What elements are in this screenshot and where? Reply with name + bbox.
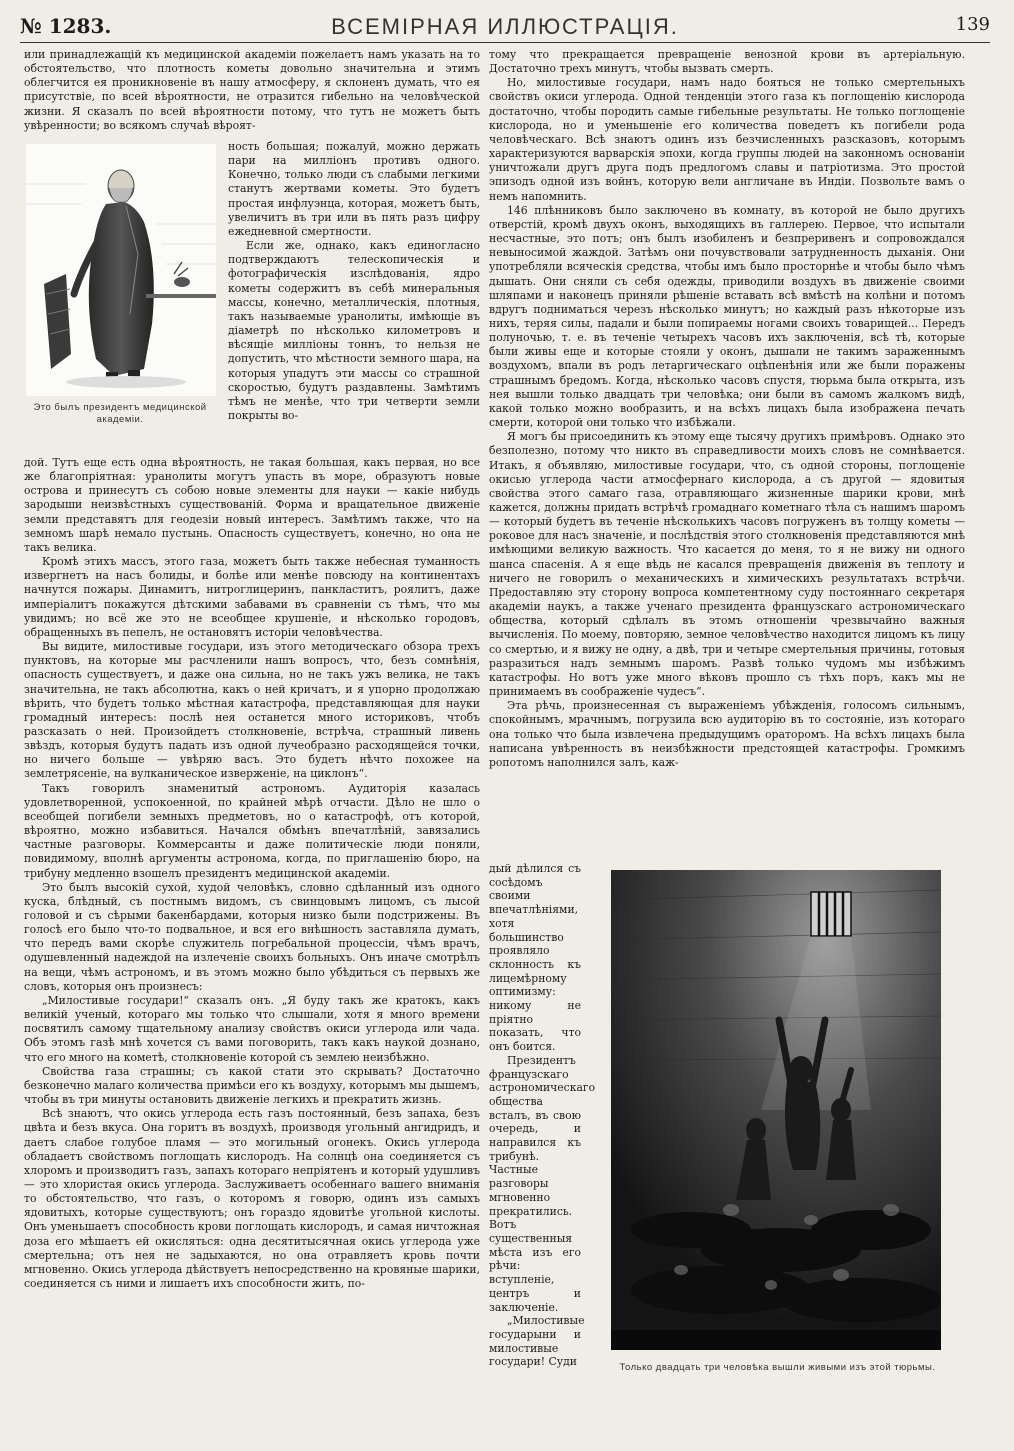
paragraph: „Милостивые государи!“ сказалъ онъ. „Я буду такъ же кратокъ, какъ великій ученый, котораго мы только что слышали, хотя я много времени посвятилъ самому тщательному анализу свойствъ окиси углерода или чада. Объ этомъ газѣ мнѣ хочется съ вами поговорить, такъ какъ наукой дознано, что его много на кометѣ, столкновеніе которой съ землею неизбѣжно. <box>24 993 480 1064</box>
paragraph: Но, милостивые государи, намъ надо бояться не только смертельныхъ свойствъ окиси углерода. Одной тенденціи этого газа къ поглощенію кислорода достаточно, чтобы породить самые гибельные результаты. Не только поглощеніе кислорода, но и уменьшеніе его количества поведетъ къ погибели рода человѣческаго. Всѣ знаютъ одинъ изъ безчисленныхъ разсказовъ, которымъ характеризуются варварскія эпохи, когда группы людей на законномъ основаніи уничтожали другъ друга подъ предлогомъ славы и патріотизма. Это простой эпизодъ одной изъ войнъ, которую вели англичане въ Индіи. Позвольте вамъ о немъ напомнить. <box>489 76 965 203</box>
prison-caption: Только двадцать три человѣка вышли живыми изъ этой тюрьмы. <box>619 1362 936 1373</box>
paragraph: Такъ говорилъ знаменитый астрономъ. Аудиторія казалась удовлетворенной, успокоенной, по крайней мѣрѣ отчасти. Дѣло не шло о всеобщей погибели земныхъ предметовъ, но о катастрофѣ, отъ которой, вѣроятно, можно избавиться. Начался обмѣнъ впечатлѣній, завязались частные разговоры. Коммерсанты и даже политическіе люди поняли, повидимому, вполнѣ аргументы астронома, когда, по приглашенію бюро, на трибуну медленно взошелъ президентъ медицинской академіи. <box>24 781 480 880</box>
page-number: 139 <box>955 14 990 35</box>
journal-title: ВСЕМІРНАЯ ИЛЛЮСТРАЦІЯ. <box>331 14 679 39</box>
paragraph: Эта рѣчь, произнесенная съ выраженіемъ убѣжденія, голосомъ сильнымъ, спокойнымъ, мрачнымъ, погрузила всю аудиторію въ то состояніе, изъ котораго она только что была извлечена предыдущимъ ораторомъ. На всѣхъ лицахъ была написана увѣренность въ неизбѣжности предстоящей катастрофы. Громкимъ ропотомъ наполнился залъ, каж- <box>489 699 965 769</box>
paragraph: Всѣ знаютъ, что окись углерода есть газъ постоянный, безъ запаха, безъ цвѣта и безъ вкуса. Она горитъ въ воздухѣ, производя угольный ангидридъ, и даетъ слабое голубое пламя — это могильный огонекъ. Окись углерода обладаетъ свойствомъ поглощать кислородъ. На солнцѣ она соединяется съ хлоромъ и производитъ газъ, запахъ котораго непріятенъ и который удушливъ — это хлористая окись углерода. Заслуживаетъ особеннаго вашего вниманія то обстоятельство, что газъ, о которомъ я говорю, одинъ изъ самыхъ ядовитыхъ, которые существуютъ; онъ гораздо ядовитѣе угольной кислоты. Онъ уменьшаетъ способность крови поглощать кислородъ, и самая ничтожная доза его мѣшаетъ ей окисляться: одна десятитысячная окись углерода уже смертельна; отъ нея не задыхаются, но она отравляетъ кровь почти мгновенно. Окись углерода дѣйствуетъ непосредственно на кровяные шарики, соединяется съ ними и лишаетъ ихъ способности жить, по- <box>24 1107 480 1291</box>
paragraph: Президентъ французскаго астрономическаго общества всталъ, въ свою очередь, и направился къ трибунѣ. Частные разговоры мгновенно прекратились. Вотъ существенныя мѣста изъ его рѣчи: вступленіе, центръ и заключеніе. <box>489 1053 596 1314</box>
paragraph: Кромѣ этихъ массъ, этого газа, можетъ быть также небесная туманность извергнетъ на насъ болиды, и болѣе или менѣе повсюду на континентахъ начнутся пожары. Динамитъ, нитроглицеринъ, панкластитъ, роялитъ, даже имперіалитъ покажутся дѣтскими забавами въ сравненіи съ тѣмъ, что мы увидимъ; но всё же это не всеобщее крушеніе, и нѣсколько городовъ, обращенныхъ въ пепелъ, не остановятъ исторіи человѣчества. <box>24 555 480 639</box>
portrait-figure-icon <box>26 144 216 396</box>
paragraph: тому что прекращается превращеніе венозной крови въ артеріальную. Достаточно трехъ минутъ, чтобы вызвать смерть. <box>489 48 965 76</box>
prison-scene-icon <box>611 870 941 1350</box>
paragraph: дой. Тутъ еще есть одна вѣроятность, не такая большая, какъ первая, но все же благопріятная: уранолиты могутъ упасть въ море, образуютъ новые острова и принесутъ съ собою новые элементы для науки — какіе нибудь зародыши неизвѣстныхъ существованій. Форма и вращательное движеніе земли представятъ для геодезіи новый интересъ. Замѣтимъ также, что на земномъ шарѣ немало пустынь. Опасность существуетъ, конечно, но она не такъ велика. <box>24 456 480 554</box>
left-main-text <box>24 456 480 1291</box>
issue-number: № 1283. <box>20 14 112 38</box>
portrait-illustration <box>26 144 216 396</box>
paragraph: Если же, однако, какъ единогласно подтверждаютъ телескопическія и фотографическія изслѣдованія, ядро кометы содержитъ въ себѣ минеральныя массы, конечно, металлическія, плотныя, такъ называемые уранолиты, имѣющіе въ діаметрѣ по нѣсколько километровъ и вѣсящіе милліоны тоннъ, то нельзя не допустить, что мѣстности земного шара, на которыя упадутъ эти массы со страшной скоростью, будутъ раздавлены. Замѣтимъ тѣмъ не менѣе, что три четверти земли покрыты во- <box>228 239 480 422</box>
page-header <box>20 10 990 43</box>
paragraph: ность большая; пожалуй, можно держать пари на милліонъ противъ одного. Конечно, только люди съ слабыми легкими станутъ жертвами кометы. Это будетъ простая инфлуэнца, которая, можетъ быть, увеличитъ въ три или въ пять разъ цифру ежедневной смертности. <box>228 140 480 238</box>
paragraph: Я могъ бы присоединить къ этому еще тысячу другихъ примѣровъ. Однако это безполезно, потому что никто въ справедливости моихъ словъ не сомнѣвается. Итакъ, я объявляю, милостивые государи, что, съ одной стороны, поглощеніе окисью углерода части атмосфернаго кислорода, а съ другой — ядовитыя свойства этого самаго газа, отравляющаго жизненные шарики крови, мнѣ кажется, должны придать встрѣчѣ громаднаго кометнаго тѣла съ нашимъ шаромъ — который будетъ въ теченіе нѣсколькихъ часовъ погруженъ въ толщу кометы — роковое для насъ значеніе, и послѣдствія этого столкновенія представляются мнѣ имѣющими великую важность. Что касается до меня, то я не вижу ни одного шанса спасенія. А я еще вѣдь не касался превращенія движенія въ теплоту и ничего не говорилъ о механическихъ и химическихъ результатахъ встрѣчи. Предоставляю эту сторону вопроса компетентному суду постояннаго секретаря академіи наукъ, а также ученаго президента французскаго астрономическаго общества, который сдѣлалъ въ этомъ отношеніи чрезвычайно важныя вычисленія. По моему, повторяю, земное человѣчество находится лицомъ къ лицу со смертью, и я вижу не одну, а двѣ, три и четыре смертельныя причины, готовыя разразиться надъ земнымъ шаромъ. Развѣ только чудомъ мы избѣжимъ катастрофы. Но вотъ уже много вѣковъ прошло съ тѣхъ поръ, какъ мы не принимаемъ въ соображеніе чудесъ“. <box>489 430 965 699</box>
left-top-text <box>24 48 480 133</box>
paragraph: Это былъ высокій сухой, худой человѣкъ, словно сдѣланный изъ одного куска, блѣдный, съ постнымъ видомъ, съ свинцовымъ лицомъ, съ лысой головой и съ сѣрыми бакенбардами, которыя низко были подстрижены. Въ голосѣ его было что-то подвальное, и вся его внѣшность заставляла думать, что передъ вами скорѣе служитель погребальной процессіи, чѣмъ врачъ, одушевленный надеждой на излеченіе своихъ больныхъ. Онъ иначе смотрѣлъ на вещи, чѣмъ астрономъ, и въ этомъ можно было убѣдиться съ первыхъ же словъ, которыя онъ произнесъ: <box>24 880 480 993</box>
paragraph: Свойства газа страшны; съ какой стати это скрывать? Достаточно безконечно малаго количества примѣси его къ воздуху, которымъ мы дышемъ, чтобы въ три минуты остановить движеніе легкихъ и прекратить жизнь. <box>24 1064 480 1107</box>
portrait-caption: Это былъ президентъ медицинской академіи. <box>33 402 207 425</box>
paragraph: „Милостивые государыни и милостивые государи! Суди <box>489 1314 585 1369</box>
prison-illustration <box>611 870 941 1350</box>
right-main-text <box>489 48 965 770</box>
paragraph: 146 плѣнниковъ было заключено въ комнату, въ которой не было другихъ отверстій, кромѣ двухъ оконъ, выходящихъ въ галлерею. Первое, что испытали несчастные, это потъ; онъ былъ изобиленъ и безпреривенъ и сопровождался невыносимой жаждой. Затѣмъ они почувствовали затрудненность дыханія. Они употребляли всяческія средства, чтобы имъ было просторнѣе и чтобы было чѣмъ дышать. Они сняли съ себя одежды, приводили воздухъ въ движеніе своими шляпами и наконецъ приняли рѣшеніе вставать всѣ вмѣстѣ на колѣни и потомъ вдругъ подниматься черезъ нѣсколько минутъ; но каждый разъ нѣкоторые изъ нихъ, теряя силы, падали и были попираемы ногами своихъ товарищей... Передъ полуночью, т. е. въ теченіе четырехъ часовъ ихъ заключенія, всѣ тѣ, которые были живы еще и которые стояли у оконъ, дышали не такимъ зараженнымъ воздухомъ, впали въ родъ летаргическаго оцѣпенѣнія или же были поражены страшнымъ бредомъ. Когда, нѣсколько часовъ спустя, тюрьма была открыта, изъ нея вышли только двадцать три человѣка; они были въ самомъ жалкомъ видѣ, какой только можно вообразить, и на всѣхъ лицахъ была изображена печать смерти, которой они только что избѣжали. <box>489 203 965 430</box>
paragraph: Вы видите, милостивые государи, изъ этого методическаго обзора трехъ пунктовъ, на которые мы расчленили нашъ вопросъ, что, безъ сомнѣнія, опасность существуетъ, и даже она сильна, но не такъ ужъ велика, не такъ значительна, не такъ абсолютна, какъ о ней кричатъ, и я упорно продолжаю вѣрить, что будетъ только мѣстная катастрофа, представляющая для науки громадный интересъ: послѣ нея останется много историковъ, чтобъ разсказать о ней. Произойдетъ столкновеніе, встрѣча, страшный ливень звѣздъ, которыя будутъ падать изъ одной лучеобразно расходящейся точки, но ничего больше — увѣряю васъ. Это будетъ нѣчто похожее на землетрясеніе, на вулканическое изверженіе, на циклонъ“. <box>24 640 480 781</box>
right-narrow-text <box>489 862 596 1369</box>
left-beside-portrait-text <box>228 140 480 423</box>
paragraph: или принадлежащій къ медицинской академіи пожелаетъ намъ указать на то обстоятельство, что плотность кометы довольно значительна и этимъ облегчится ея проникновеніе въ нашу атмосферу, я склоненъ думать, что ея присутствіе, по всей вѣроятности, не отразится гибельно на человѣческой жизни. Я сказалъ по всей вѣроятности потому, что тутъ не можетъ быть увѣренности; во всякомъ случаѣ вѣроят- <box>24 48 480 132</box>
paragraph: дый дѣлился съ сосѣдомъ своими впечатлѣніями, хотя большинство проявляло склонность къ лицемѣрному оптимизму: никому не пріятно показать, что онъ боится. <box>489 862 581 1054</box>
